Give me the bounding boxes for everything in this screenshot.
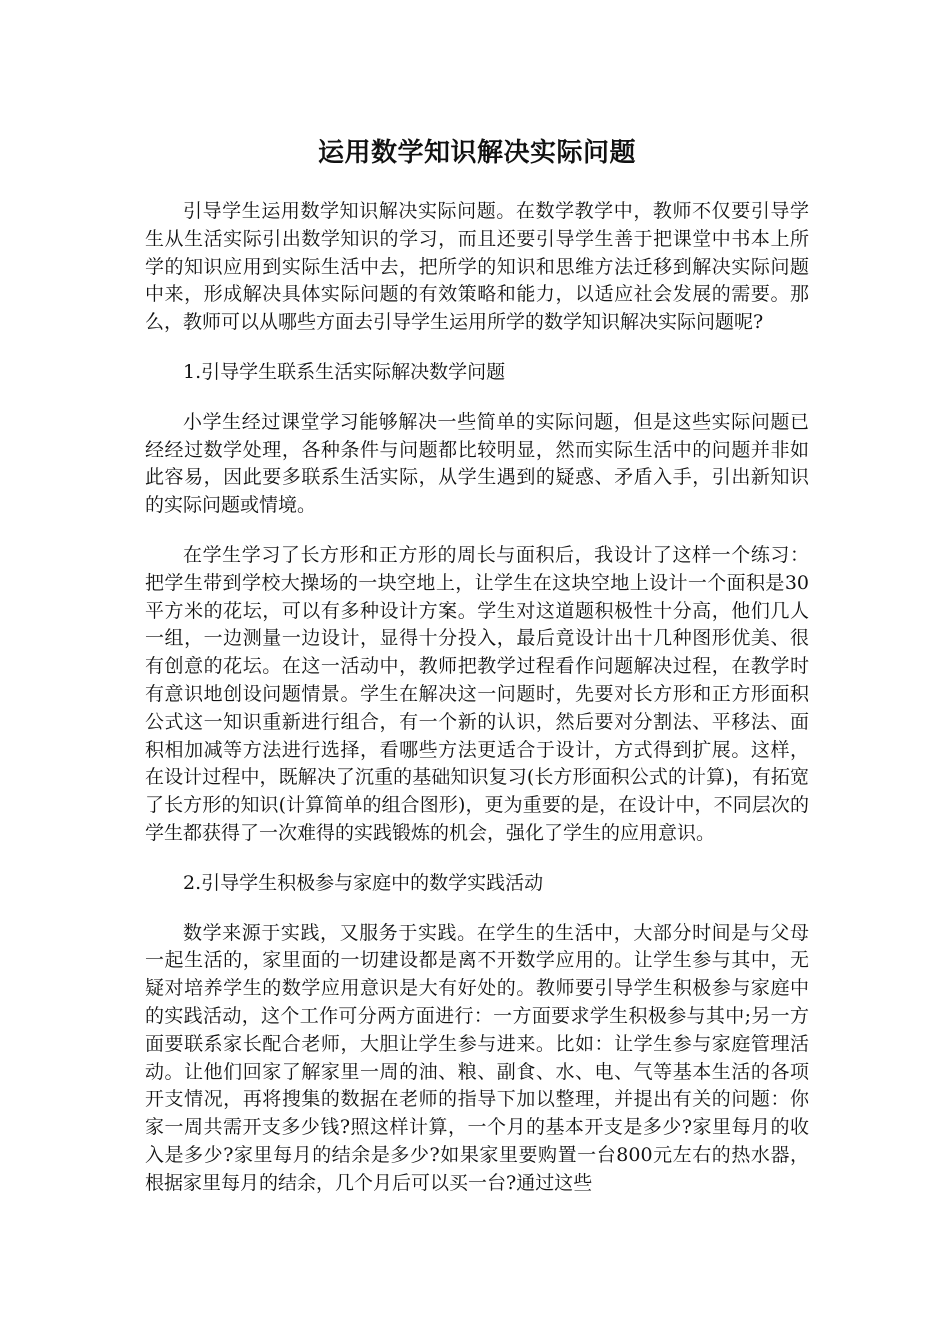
- document-title: 运用数学知识解决实际问题: [317, 138, 636, 168]
- section-1-paragraph-1: 小学生经过课堂学习能够解决一些简单的实际问题，但是这些实际问题已经经过数学处理，各种条件与问题都比较明显，然而实际生活中的问题并非如此容易，因此要多联系生活实际，从学生遇到的疑惑、矛盾入手，引出新知识的实际问题或情境。: [145, 410, 809, 517]
- intro-paragraph: 引导学生运用数学知识解决实际问题。在数学教学中，教师不仅要引导学生从生活实际引出数学知识的学习，而且还要引导学生善于把课堂中书本上所学的知识应用到实际生活中去，把所学的知识和思维方法迁移到解决实际问题中来，形成解决具体实际问题的有效策略和能力，以适应社会发展的需要。那么，教师可以从哪些方面去引导学生运用所学的数学知识解决实际问题呢?: [145, 200, 809, 334]
- document-page: [145, 0, 809, 1344]
- section-heading-1: 1.引导学生联系生活实际解决数学问题: [183, 360, 506, 383]
- document-body: [145, 198, 809, 1220]
- section-heading-2: 2.引导学生积极参与家庭中的数学实践活动: [183, 871, 544, 894]
- section-2-paragraph-1: 数学来源于实践，又服务于实践。在学生的生活中，大部分时间是与父母一起生活的，家里面的一切建设都是离不开数学应用的。让学生参与其中，无疑对培养学生的数学应用意识是大有好处的。教师要引导学生积极参与家庭中的实践活动，这个工作可分两方面进行：一方面要求学生积极参与其中;另一方面要联系家长配合老师，大胆让学生参与进来。比如：让学生参与家庭管理活动。让他们回家了解家里一周的油、粮、副食、水、电、气等基本生活的各项开支情况，再将搜集的数据在老师的指导下加以整理，并提出有关的问题：你家一周共需开支多少钱?照这样计算，一个月的基本开支是多少?家里每月的收入是多少?家里每月的结余是多少?如果家里要购置一台800元左右的热水器，根据家里每月的结余，几个月后可以买一台?通过这些: [145, 921, 809, 1194]
- section-1-paragraph-2: 在学生学习了长方形和正方形的周长与面积后，我设计了这样一个练习：把学生带到学校大操场的一块空地上，让学生在这块空地上设计一个面积是30平方米的花坛，可以有多种设计方案。学生对这道题积极性十分高，他们几人一组，一边测量一边设计，显得十分投入，最后竟设计出十几种图形优美、很有创意的花坛。在这一活动中，教师把教学过程看作问题解决过程，在教学时有意识地创设问题情景。学生在解决这一问题时，先要对长方形和正方形面积公式这一知识重新进行组合，有一个新的认识，然后要对分割法、平移法、面积相加减等方法进行选择，看哪些方法更适合于设计，方式得到扩展。这样，在设计过程中，既解决了沉重的基础知识复习(长方形面积公式的计算)，有拓宽了长方形的知识(计算简单的组合图形)，更为重要的是，在设计中，不同层次的学生都获得了一次难得的实践锻炼的机会，强化了学生的应用意识。: [145, 543, 809, 844]
